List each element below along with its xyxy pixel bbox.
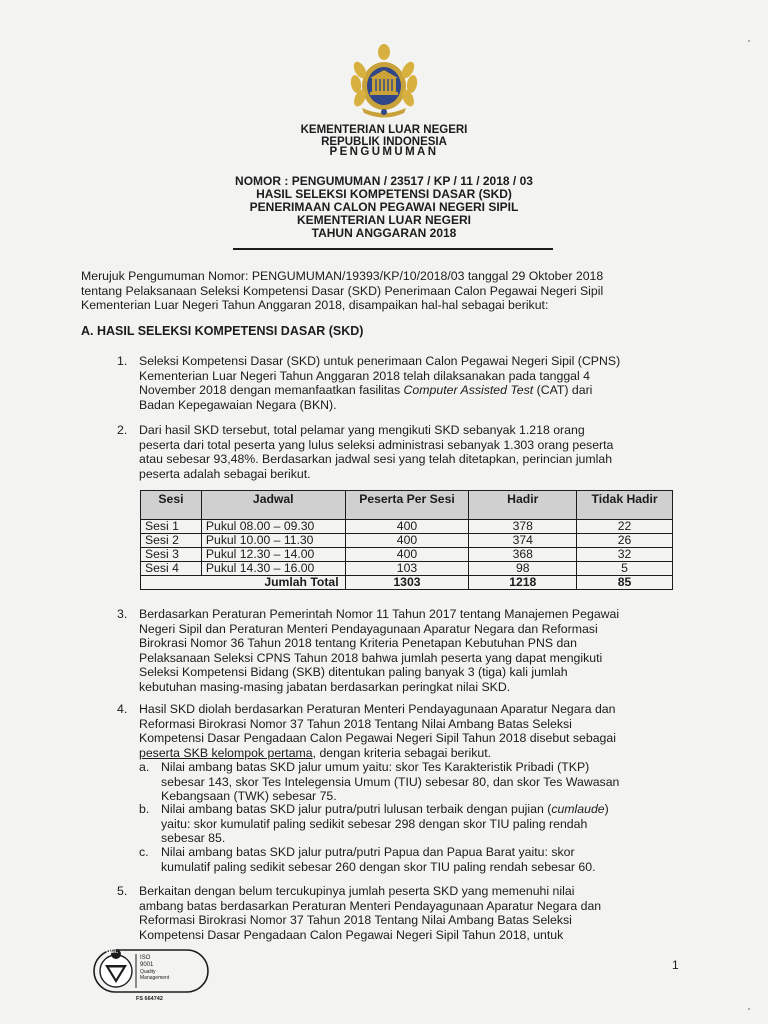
item-line: Pelaksanaan Seleksi CPNS Tahun 2018 bahwa jumlah peserta yang dapat mengikuti (139, 650, 603, 665)
document-title-1: HASIL SELEKSI KOMPETENSI DASAR (SKD) (256, 187, 512, 201)
document-title-3: KEMENTERIAN LUAR NEGERI (296, 213, 471, 227)
bsi-label: bsi. (106, 948, 119, 955)
item-line: Nilai ambang batas SKD jalur putra/putri Papua dan Papua Barat yaitu: skor (161, 845, 575, 859)
item-line: yaitu: skor kumulatif paling sedikit sebesar 298 dengan skor TIU paling rendah (161, 816, 588, 831)
certificate-number: FS 664742 (136, 996, 163, 1002)
item-line: Kementerian Luar Negeri Tahun Anggaran 2018 telah dilaksanakan pada tanggal 4 (139, 368, 590, 383)
item-4a-letter: a. (139, 760, 150, 774)
item-line: ambang batas berdasarkan Peraturan Menteri Pendayagunaan Aparatur Negara dan (139, 898, 602, 913)
underlined-term: peserta SKB kelompok pertama (139, 745, 313, 760)
table-cell: 22 (577, 520, 673, 534)
item-line: Badan Kepegawaian Negara (BKN). (139, 397, 337, 412)
table-cell: 368 (469, 548, 577, 562)
intro-line: Kementerian Luar Negeri Tahun Anggaran 2018, disampaikan hal-hal sebagai berikut: (81, 298, 549, 312)
table-cell: Pukul 12.30 – 14.00 (201, 548, 345, 562)
item-4-number: 4. (117, 702, 128, 716)
item-line: Seleksi Kompetensi Dasar (SKD) untuk penerimaan Calon Pegawai Negeri Sipil (CPNS) (139, 354, 621, 368)
table-total-cell: 1218 (469, 576, 577, 590)
iso-number: 9001 (140, 962, 154, 968)
table-cell: Pukul 14.30 – 16.00 (201, 562, 345, 576)
bsi-iso-certification-logo (92, 944, 210, 1002)
item-line: Kebangsaan (TWK) sebesar 75. (161, 789, 337, 803)
item-line: atau sebesar 93,48%. Berdasarkan jadwal sesi yang telah ditetapkan, perincian jumlah (139, 452, 613, 466)
item-5-number: 5. (117, 884, 128, 898)
item-4c-letter: c. (139, 845, 149, 859)
cumlaude-term: cumlaude (551, 802, 605, 816)
item-line: kumulatif paling sedikit sebesar 260 dengan skor TIU paling rendah sebesar 60. (161, 859, 596, 874)
table-header-row (141, 491, 673, 520)
table-cell: 103 (345, 562, 469, 576)
table-row (141, 548, 673, 562)
item-4c-text (161, 845, 682, 874)
item-5-text (139, 884, 682, 942)
header-divider (233, 248, 553, 250)
table-header-cell: Peserta Per Sesi (345, 491, 469, 520)
document-title-2: PENERIMAAN CALON PEGAWAI NEGERI SIPIL (249, 200, 519, 214)
item-line: sebesar 143, skor Tes Intelegensia Umum (TIU) sebesar 80, dan skor Tes Wawasan (161, 774, 620, 789)
table-cell: 374 (469, 534, 577, 548)
item-line: Berdasarkan Peraturan Pemerintah Nomor 11 Tahun 2017 tentang Manajemen Pegawai (139, 607, 620, 621)
item-text: November 2018 dengan memanfaatkan fasilitas (139, 383, 404, 397)
quality-label: Quality (140, 969, 156, 975)
table-cell: 26 (577, 534, 673, 548)
item-line: Reformasi Birokrasi Nomor 37 Tahun 2018 Tentang Nilai Ambang Batas Seleksi (139, 913, 572, 927)
ministry-name: KEMENTERIAN LUAR NEGERI (300, 124, 468, 136)
item-4-text (139, 702, 682, 760)
table-row (141, 534, 673, 548)
scan-speck (748, 1008, 750, 1010)
table-cell: Sesi 3 (141, 548, 202, 562)
page-number: 1 (672, 958, 679, 972)
document-title-4: TAHUN ANGGARAN 2018 (311, 226, 457, 240)
item-line: peserta adalah sebagai berikut. (139, 466, 311, 481)
item-line: Kompetensi Dasar Pengadaan Calon Pegawai Negeri Sipil Tahun 2018 disebut sebagai (139, 731, 616, 745)
item-line (139, 746, 682, 761)
item-line: Kompetensi Dasar Pengadaan Calon Pegawai Negeri Sipil Tahun 2018, untuk (139, 927, 564, 942)
intro-line: Merujuk Pengumuman Nomor: PENGUMUMAN/19393/KP/10/2018/03 tanggal 29 Oktober 2018 (81, 269, 604, 283)
item-line: kebutuhan masing-masing jabatan berdasarkan peringkat nilai SKD. (139, 679, 511, 694)
table-header-cell: Hadir (469, 491, 577, 520)
ministry-emblem-icon (342, 40, 426, 124)
iso-label: ISO (140, 955, 151, 961)
item-line: Nilai ambang batas SKD jalur umum yaitu: skor Tes Karakteristik Pribadi (TKP) (161, 760, 590, 774)
table-header-cell: Jadwal (201, 491, 345, 520)
item-line: Berkaitan dengan belum tercukupinya jumlah peserta SKD yang memenuhi nilai (139, 884, 575, 898)
item-4a-text (161, 760, 682, 804)
table-header-cell: Tidak Hadir (577, 491, 673, 520)
table-cell: 5 (577, 562, 673, 576)
item-3-text (139, 607, 682, 694)
item-line (161, 802, 682, 817)
item-2-text (139, 423, 682, 481)
table-cell: Sesi 4 (141, 562, 202, 576)
table-total-row (141, 576, 673, 590)
document-number: NOMOR : PENGUMUMAN / 23517 / KP / 11 / 2018 / 03 (235, 174, 533, 188)
item-line (139, 383, 682, 398)
intro-paragraph (81, 269, 681, 313)
item-3-number: 3. (117, 607, 128, 621)
table-cell: Pukul 08.00 – 09.30 (201, 520, 345, 534)
table-cell: 400 (345, 534, 469, 548)
session-table (140, 490, 673, 590)
section-a-heading: A. HASIL SELEKSI KOMPETENSI DASAR (SKD) (81, 324, 364, 338)
table-total-label: Jumlah Total (141, 576, 346, 590)
management-label: Management (140, 975, 170, 981)
table-total-cell: 85 (577, 576, 673, 590)
table-cell: 400 (345, 548, 469, 562)
item-line: Dari hasil SKD tersebut, total pelamar yang mengikuti SKD sebanyak 1.218 orang (139, 423, 585, 437)
table-total-cell: 1303 (345, 576, 469, 590)
item-line: Hasil SKD diolah berdasarkan Peraturan Menteri Pendayagunaan Aparatur Negara dan (139, 702, 616, 716)
item-1-text (139, 354, 682, 412)
item-line: sebesar 85. (161, 831, 226, 845)
item-text: Nilai ambang batas SKD jalur putra/putri lulusan terbaik dengan pujian ( (161, 802, 552, 816)
item-text: (CAT) dari (533, 383, 593, 397)
item-line: Negeri Sipil dan Peraturan Menteri Pendayagunaan Aparatur Negara dan Reformasi (139, 621, 598, 636)
scan-speck (748, 40, 750, 42)
item-line: peserta dari total peserta yang lulus seleksi administrasi sebanyak 1.303 orang peserta (139, 437, 614, 452)
table-cell: 32 (577, 548, 673, 562)
item-2-number: 2. (117, 423, 128, 437)
table-cell: Sesi 2 (141, 534, 202, 548)
table-cell: 400 (345, 520, 469, 534)
table-row (141, 520, 673, 534)
item-text: ) (604, 802, 609, 816)
item-1-number: 1. (117, 354, 128, 368)
table-row (141, 562, 673, 576)
item-line: Seleksi Kompetensi Bidang (SKB) ditentukan paling banyak 3 (tiga) kali jumlah (139, 665, 568, 679)
item-line: Birokrasi Nomor 36 Tahun 2018 tentang Kriteria Penetapan Kebutuhan PNS dan (139, 636, 577, 650)
document-type: PENGUMUMAN (329, 146, 439, 158)
intro-line: tentang Pelaksanaan Seleksi Kompetensi Dasar (SKD) Penerimaan Calon Pegawai Negeri Sipil (81, 283, 604, 298)
item-4b-text (161, 802, 682, 846)
item-line: Reformasi Birokrasi Nomor 37 Tahun 2018 Tentang Nilai Ambang Batas Seleksi (139, 716, 572, 731)
table-cell: 378 (469, 520, 577, 534)
table-cell: Sesi 1 (141, 520, 202, 534)
cat-term: Computer Assisted Test (403, 383, 534, 397)
item-text: , dengan kriteria sebagai berikut. (312, 745, 492, 760)
item-4b-letter: b. (139, 802, 150, 816)
republic-name: REPUBLIK INDONESIA (321, 136, 447, 148)
table-header-cell: Sesi (141, 491, 202, 520)
table-cell: Pukul 10.00 – 11.30 (201, 534, 345, 548)
table-cell: 98 (469, 562, 577, 576)
